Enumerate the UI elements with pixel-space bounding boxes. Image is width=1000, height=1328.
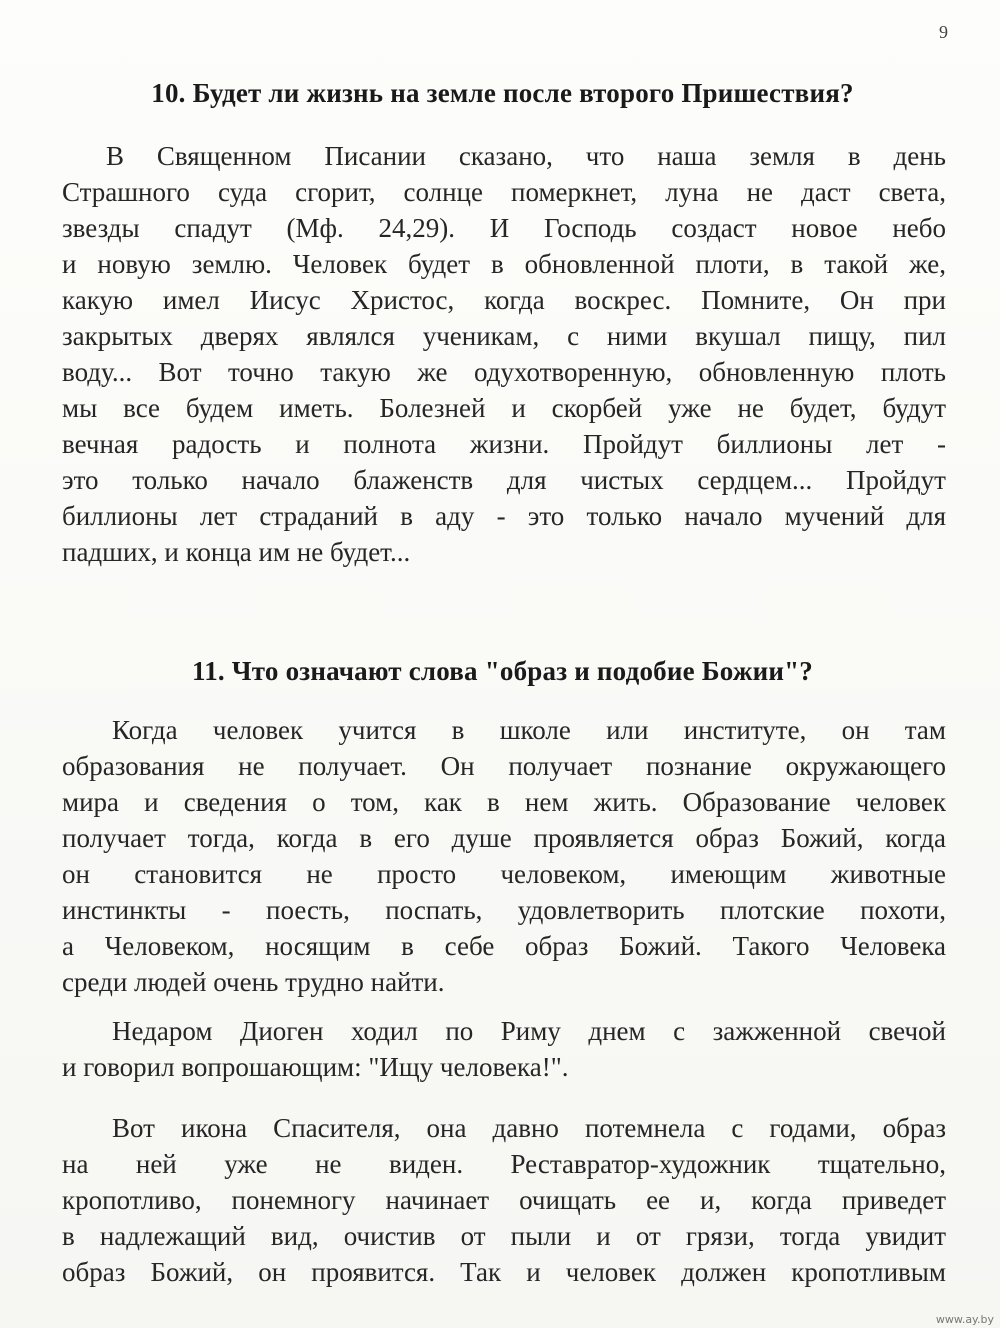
text-line: образования не получает. Он получает познание окружающего: [62, 751, 946, 781]
text-line: В Священном Писании сказано, что наша земля в день: [106, 141, 946, 171]
page-number: 9: [939, 22, 948, 42]
section-11-paragraph-2: [62, 1013, 946, 1085]
text-line: и новую землю. Человек будет в обновленной плоти, в такой же,: [62, 249, 946, 279]
text-line: Недаром Диоген ходил по Риму днем с зажженной свечой: [112, 1016, 946, 1046]
text-line: на ней уже не виден. Реставратор-художник тщательно,: [62, 1149, 946, 1179]
text-line: это только начало блаженств для чистых сердцем... Пройдут: [62, 465, 946, 495]
text-line: кропотливо, понемногу начинает очищать ее и, когда приведет: [62, 1185, 946, 1215]
text-line: мира и сведения о том, как в нем жить. Образование человек: [62, 787, 946, 817]
text-line: закрытых дверях являлся ученикам, с ними вкушал пищу, пил: [62, 321, 946, 351]
watermark: www.ay.by: [935, 1313, 994, 1326]
section-10-heading: 10. Будет ли жизнь на земле после второго Пришествия?: [151, 78, 854, 108]
text-line: а Человеком, носящим в себе образ Божий. Такого Человека: [62, 931, 946, 961]
text-line: Страшного суда сгорит, солнце померкнет, луна не даст света,: [62, 177, 946, 207]
text-line: Вот икона Спасителя, она давно потемнела с годами, образ: [112, 1113, 946, 1143]
text-line: звезды спадут (Мф. 24,29). И Господь создаст новое небо: [62, 213, 946, 243]
section-11-heading: 11. Что означают слова "образ и подобие Божии"?: [191, 656, 813, 686]
text-line: среди людей очень трудно найти.: [62, 967, 445, 997]
text-line: инстинкты - поесть, поспать, удовлетворить плотские похоти,: [62, 895, 946, 925]
text-line: в надлежащий вид, очистив от пыли и от грязи, тогда увидит: [62, 1221, 946, 1251]
text-line: падших, и конца им не будет...: [62, 537, 411, 567]
text-line: биллионы лет страданий в аду - это только начало мучений для: [62, 501, 946, 531]
text-line: получает тогда, когда в его душе проявляется образ Божий, когда: [62, 823, 946, 853]
section-10-paragraph-1: [62, 138, 946, 570]
text-line: Когда человек учится в школе или институте, он там: [112, 715, 946, 745]
text-line: образ Божий, он проявится. Так и человек должен кропотливым: [62, 1257, 946, 1287]
text-line: и говорил вопрошающим: "Ищу человека!".: [62, 1052, 569, 1082]
text-line: какую имел Иисус Христос, когда воскрес. Помните, Он при: [62, 285, 946, 315]
text-line: вечная радость и полнота жизни. Пройдут биллионы лет -: [62, 429, 946, 459]
section-11-paragraph-1: [62, 712, 946, 1000]
text-line: воду... Вот точно такую же одухотворенную, обновленную плоть: [62, 357, 946, 387]
text-line: мы все будем иметь. Болезней и скорбей уже не будет, будут: [62, 393, 946, 423]
text-line: он становится не просто человеком, имеющим животные: [62, 859, 946, 889]
section-11-paragraph-3: [62, 1110, 946, 1290]
